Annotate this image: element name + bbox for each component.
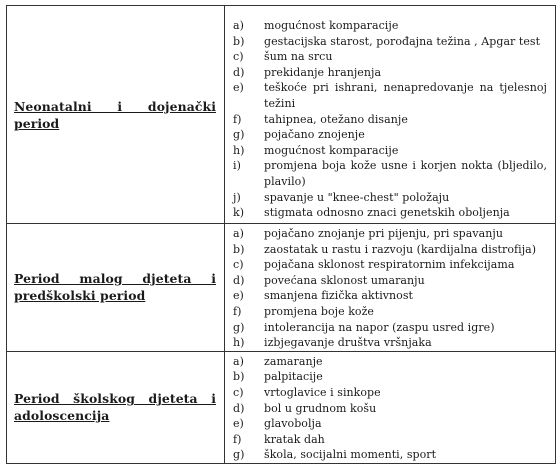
- item-marker: g): [233, 320, 245, 334]
- item-marker: b): [233, 34, 245, 48]
- item-marker: d): [233, 65, 245, 79]
- list-item: [233, 401, 547, 417]
- items-cell: [225, 6, 556, 224]
- symptom-list: [233, 226, 547, 351]
- period-title: Period školskog djeteta i adoloscencija: [14, 391, 216, 424]
- item-text: pojačano znojanje pri pijenju, pri spavanju: [264, 227, 503, 240]
- item-text: glavobolja: [264, 417, 322, 431]
- list-item: [233, 49, 547, 65]
- item-marker: c): [233, 385, 244, 399]
- item-text: zaostatak u rastu i razvoju (kardijalna distrofija): [264, 242, 537, 256]
- item-text: pojačana sklonost respiratornim infekcijama: [264, 258, 515, 272]
- item-marker: g): [233, 448, 245, 462]
- item-marker: d): [233, 273, 245, 287]
- list-item: [233, 354, 547, 370]
- period-title: Neonatalni i dojenački period: [14, 98, 216, 131]
- item-marker: b): [233, 242, 245, 256]
- item-text: pojačano znojenje: [264, 128, 365, 142]
- item-text: tahipnea, otežano disanje: [264, 112, 408, 126]
- item-marker: e): [233, 417, 244, 431]
- list-item: [233, 273, 547, 289]
- period-title: Period malog djeteta i predškolski period: [14, 271, 216, 304]
- list-item: [233, 34, 547, 50]
- list-item: [233, 242, 547, 258]
- item-marker: a): [233, 19, 244, 32]
- list-item: [233, 288, 547, 304]
- list-item: [233, 80, 547, 111]
- item-marker: f): [233, 432, 242, 446]
- item-text: škola, socijalni momenti, sport: [264, 448, 437, 462]
- item-marker: a): [233, 354, 244, 368]
- list-item: [233, 335, 547, 351]
- item-text: mogućnost komparacije: [264, 143, 399, 157]
- item-text: teškoće pri ishrani, nenapredovanje na tjelesnoj težini: [264, 81, 547, 110]
- item-text: promjena boja kože usne i korjen nokta (bljedilo, plavilo): [264, 159, 547, 188]
- item-marker: d): [233, 401, 245, 415]
- list-item: [233, 205, 547, 221]
- list-item: [233, 320, 547, 336]
- list-item: [233, 18, 547, 34]
- item-text: šum na srcu: [264, 50, 333, 64]
- list-item: [233, 447, 547, 463]
- item-marker: e): [233, 81, 244, 95]
- table-row: [7, 351, 556, 463]
- item-text: smanjena fizička aktivnost: [264, 289, 414, 303]
- table-row: [7, 224, 556, 352]
- item-text: intolerancija na napor (zaspu usred igre): [264, 320, 495, 334]
- list-item: [233, 190, 547, 206]
- item-marker: c): [233, 50, 244, 64]
- list-item: [233, 65, 547, 81]
- item-text: prekidanje hranjenja: [264, 65, 382, 79]
- list-item: [233, 369, 547, 385]
- item-text: spavanje u "knee-chest" položaju: [264, 190, 450, 204]
- list-item: [233, 158, 547, 189]
- symptom-list: [233, 18, 547, 221]
- symptom-list: [233, 354, 547, 463]
- item-marker: f): [233, 304, 242, 318]
- item-text: bol u grudnom košu: [264, 401, 377, 415]
- list-item: [233, 257, 547, 273]
- item-marker: h): [233, 336, 245, 350]
- item-marker: g): [233, 128, 245, 142]
- item-marker: c): [233, 258, 244, 272]
- items-cell: [225, 224, 556, 352]
- item-text: povećana sklonost umaranju: [264, 273, 425, 287]
- item-marker: b): [233, 370, 245, 384]
- item-marker: h): [233, 143, 245, 157]
- list-item: [233, 226, 547, 242]
- list-item: [233, 112, 547, 128]
- item-marker: k): [233, 206, 245, 220]
- item-text: mogućnost komparacije: [264, 19, 399, 32]
- symptoms-table: [6, 5, 556, 464]
- item-text: gestacijska starost, porođajna težina , Apgar test: [264, 34, 541, 48]
- list-item: [233, 385, 547, 401]
- table-row: [7, 6, 556, 224]
- item-text: promjena boje kože: [264, 304, 374, 318]
- item-text: stigmata odnosno znaci genetskih oboljenja: [264, 206, 510, 220]
- period-cell: [7, 6, 225, 224]
- item-text: vrtoglavice i sinkope: [264, 385, 381, 399]
- list-item: [233, 432, 547, 448]
- item-text: palpitacije: [264, 370, 323, 384]
- item-text: kratak dah: [264, 432, 325, 446]
- period-cell: [7, 224, 225, 352]
- item-text: izbjegavanje društva vršnjaka: [264, 336, 432, 350]
- period-cell: [7, 351, 225, 463]
- item-marker: f): [233, 112, 242, 126]
- items-cell: [225, 351, 556, 463]
- item-marker: i): [233, 159, 241, 173]
- list-item: [233, 127, 547, 143]
- item-marker: j): [233, 190, 241, 204]
- item-marker: e): [233, 289, 244, 303]
- list-item: [233, 304, 547, 320]
- list-item: [233, 143, 547, 159]
- item-text: zamaranje: [264, 354, 323, 368]
- list-item: [233, 416, 547, 432]
- item-marker: a): [233, 227, 244, 240]
